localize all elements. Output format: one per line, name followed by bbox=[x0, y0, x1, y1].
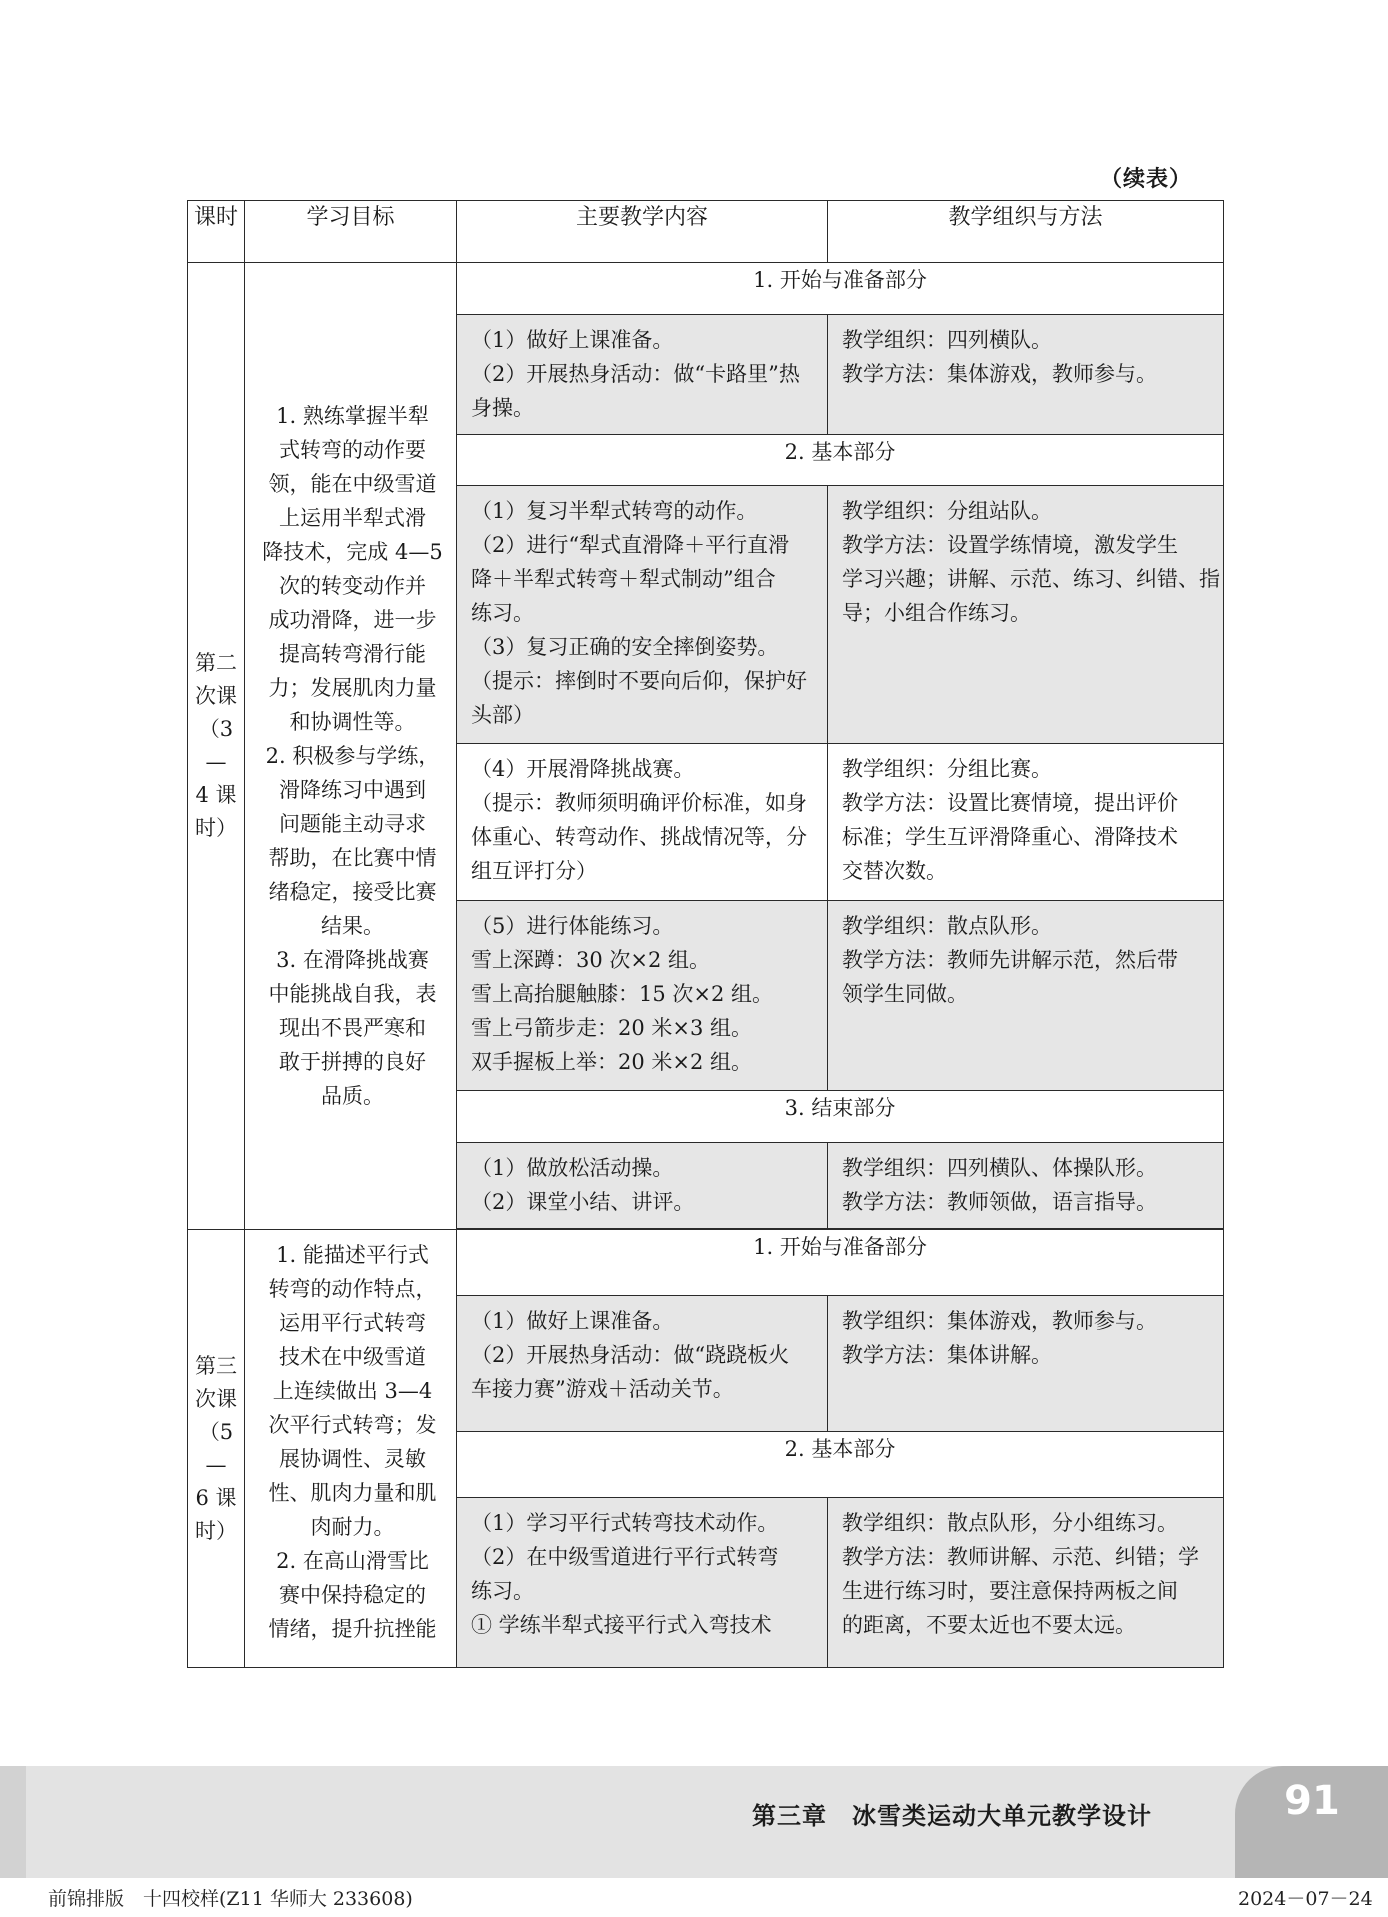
section-title: 3. 结束部分 bbox=[457, 1091, 1224, 1143]
section-title: 2. 基本部分 bbox=[457, 1432, 1224, 1498]
method-cell: 教学组织：四列横队、体操队形。 教学方法：教师领做，语言指导。 bbox=[828, 1143, 1224, 1229]
page-number: 91 bbox=[1284, 1778, 1340, 1824]
content-cell: （1）复习半犁式转弯的动作。 （2）进行“犁式直滑降＋平行直滑 降＋半犁式转弯＋犁式制动”组合 练习。 （3）复习正确的安全摔倒姿势。 （提示：摔倒时不要向后仰，保护好 头部） bbox=[457, 486, 828, 744]
method-cell: 教学组织：散点队形，分小组练习。 教学方法：教师讲解、示范、纠错；学 生进行练习时，要注意保持两板之间 的距离，不要太近也不要太远。 bbox=[828, 1498, 1224, 1668]
footer-band bbox=[0, 1766, 1388, 1878]
header-lesson: 课时 bbox=[188, 201, 245, 263]
header-goals: 学习目标 bbox=[245, 201, 457, 263]
print-info: 前锦排版 十四校样(Z11 华师大 233608) bbox=[48, 1888, 413, 1910]
chapter-title: 第三章 冰雪类运动大单元教学设计 bbox=[752, 1802, 1152, 1830]
section-title: 1. 开始与准备部分 bbox=[457, 1230, 1224, 1296]
method-cell: 教学组织：集体游戏，教师参与。 教学方法：集体讲解。 bbox=[828, 1296, 1224, 1432]
lesson-label: 第三 次课 （5— 6 课 时） bbox=[188, 1230, 245, 1668]
method-cell: 教学组织：分组站队。 教学方法：设置学练情境，激发学生 学习兴趣；讲解、示范、练习、纠错、指 导；小组合作练习。 bbox=[828, 486, 1224, 744]
method-cell: 教学组织：散点队形。 教学方法：教师先讲解示范，然后带 领学生同做。 bbox=[828, 901, 1224, 1091]
lesson-label: 第二 次课 （3— 4 课 时） bbox=[188, 263, 245, 1230]
section-row bbox=[188, 263, 1224, 315]
learning-goals: 1. 能描述平行式 转弯的动作特点， 运用平行式转弯 技术在中级雪道 上连续做出 3—4 次平行式转弯；发 展协调性、灵敏 性、肌肉力量和肌 肉耐力。 2. 在高山滑雪比 赛中保持稳定的 情绪，提升抗挫能 bbox=[245, 1230, 457, 1668]
content-cell: （4）开展滑降挑战赛。 （提示：教师须明确评价标准，如身 体重心、转弯动作、挑战情况等，分 组互评打分） bbox=[457, 744, 828, 901]
section-title: 1. 开始与准备部分 bbox=[457, 263, 1224, 315]
content-cell: （1）做放松活动操。 （2）课堂小结、讲评。 bbox=[457, 1143, 828, 1229]
method-cell: 教学组织：分组比赛。 教学方法：设置比赛情境，提出评价 标准；学生互评滑降重心、滑降技术 交替次数。 bbox=[828, 744, 1224, 901]
table-header-row bbox=[188, 201, 1224, 263]
method-cell: 教学组织：四列横队。 教学方法：集体游戏，教师参与。 bbox=[828, 315, 1224, 435]
content-cell: （1）做好上课准备。 （2）开展热身活动：做“卡路里”热 身操。 bbox=[457, 315, 828, 435]
header-method: 教学组织与方法 bbox=[828, 201, 1224, 263]
section-row bbox=[188, 1230, 1224, 1296]
section-title: 2. 基本部分 bbox=[457, 435, 1224, 486]
learning-goals: 1. 熟练掌握半犁 式转弯的动作要 领，能在中级雪道 上运用半犁式滑 降技术，完成 4—5 次的转变动作并 成功滑降，进一步 提高转弯滑行能 力；发展肌肉力量 和协调性等。 2. 积极参与学练， 滑降练习中遇到 问题能主动寻求 帮助，在比赛中情 绪稳定，接受比赛 结果。 3. 在滑降挑战赛 中能挑战自我，表 现出不畏严寒和 敢于拼搏的良好 品质。 bbox=[245, 263, 457, 1230]
content-cell: （5）进行体能练习。 雪上深蹲：30 次×2 组。 雪上高抬腿触膝：15 次×2 组。 雪上弓箭步走：20 米×3 组。 双手握板上举：20 米×2 组。 bbox=[457, 901, 828, 1091]
content-cell: （1）学习平行式转弯技术动作。 （2）在中级雪道进行平行式转弯 练习。 ① 学练半犁式接平行式入弯技术 bbox=[457, 1498, 828, 1668]
header-content: 主要教学内容 bbox=[457, 201, 828, 263]
print-date: 2024－07－24 bbox=[1238, 1888, 1373, 1910]
content-cell: （1）做好上课准备。 （2）开展热身活动：做“跷跷板火 车接力赛”游戏＋活动关节。 bbox=[457, 1296, 828, 1432]
lesson-plan-table bbox=[187, 200, 1224, 1668]
footer-edge bbox=[0, 1766, 26, 1878]
continued-label: （续表） bbox=[1100, 167, 1193, 192]
